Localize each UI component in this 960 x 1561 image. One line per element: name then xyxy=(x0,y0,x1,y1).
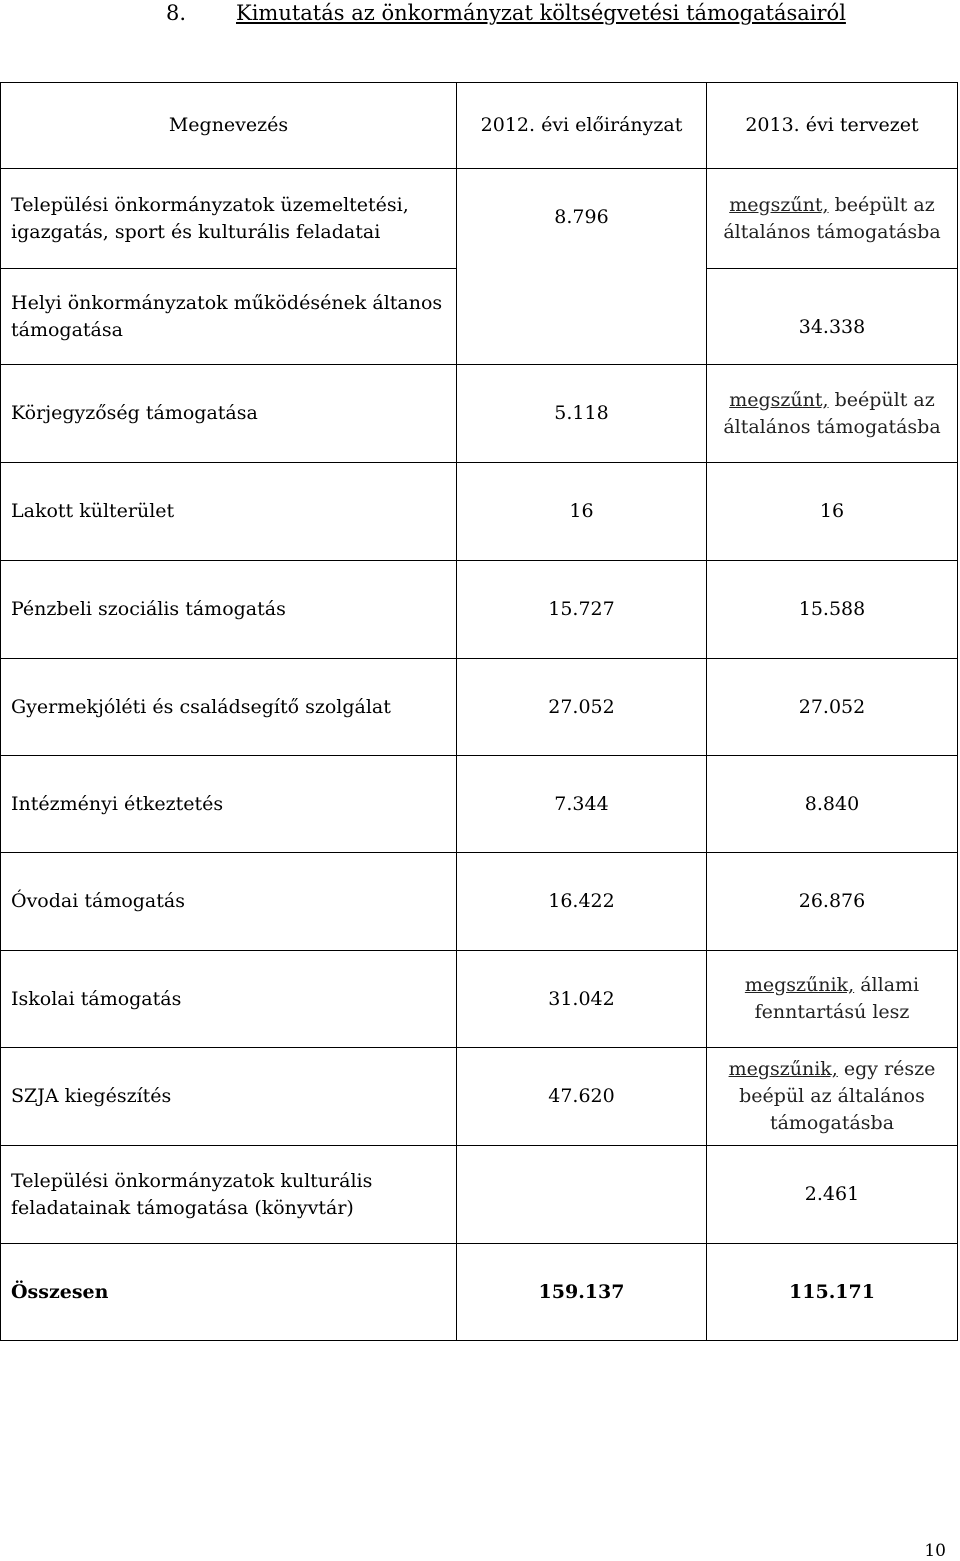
row-name: Óvodai támogatás xyxy=(1,853,457,951)
row-value-2012: 47.620 xyxy=(457,1048,707,1146)
row-note-2013: megszűnik, állami fenntartású lesz xyxy=(707,951,958,1048)
table-row xyxy=(1,951,958,1048)
section-title: Kimutatás az önkormányzat költségvetési támogatásairól xyxy=(236,1,846,25)
row-value-2012: 15.727 xyxy=(457,561,707,659)
row-value-2012: 7.344 xyxy=(457,756,707,853)
table-row xyxy=(1,365,958,463)
row-value-2013: 34.338 xyxy=(707,269,958,365)
row-name: Helyi önkormányzatok működésének áltanos támogatása xyxy=(1,269,457,365)
row-note-2013: megszűnt, beépült az általános támogatásba xyxy=(707,365,958,463)
row-name: Települési önkormányzatok kulturális feladatainak támogatása (könyvtár) xyxy=(1,1146,457,1244)
row-value-2013: 15.588 xyxy=(707,561,958,659)
row-name: SZJA kiegészítés xyxy=(1,1048,457,1146)
row-value-2012: 16.422 xyxy=(457,853,707,951)
row-note-2013: megszűnik, egy része beépül az általános támogatásba xyxy=(707,1048,958,1146)
table-row xyxy=(1,1146,958,1244)
section-heading xyxy=(166,0,846,26)
row-value-2012: 8.796 xyxy=(457,169,707,365)
total-2013: 115.171 xyxy=(707,1244,958,1341)
row-value-2012: 16 xyxy=(457,463,707,561)
row-value-2013: 2.461 xyxy=(707,1146,958,1244)
row-name: Lakott külterület xyxy=(1,463,457,561)
header-2012: 2012. évi előirányzat xyxy=(457,83,707,169)
total-row xyxy=(1,1244,958,1341)
table-row xyxy=(1,756,958,853)
table-row xyxy=(1,1048,958,1146)
row-name: Iskolai támogatás xyxy=(1,951,457,1048)
row-value-2013: 8.840 xyxy=(707,756,958,853)
header-2013: 2013. évi tervezet xyxy=(707,83,958,169)
row-value-2012: 31.042 xyxy=(457,951,707,1048)
row-value-2012: 5.118 xyxy=(457,365,707,463)
table-row xyxy=(1,561,958,659)
row-value-2012: 27.052 xyxy=(457,659,707,756)
row-name: Pénzbeli szociális támogatás xyxy=(1,561,457,659)
row-value-2013: 27.052 xyxy=(707,659,958,756)
header-name: Megnevezés xyxy=(1,83,457,169)
row-value-2013: 16 xyxy=(707,463,958,561)
total-2012: 159.137 xyxy=(457,1244,707,1341)
row-name: Gyermekjóléti és családsegítő szolgálat xyxy=(1,659,457,756)
support-table xyxy=(0,82,958,1341)
row-note-2013: megszűnt, beépült az általános támogatásba xyxy=(707,169,958,269)
row-name: Körjegyzőség támogatása xyxy=(1,365,457,463)
table-row xyxy=(1,659,958,756)
table-row xyxy=(1,853,958,951)
row-value-2012 xyxy=(457,1146,707,1244)
table-header-row xyxy=(1,83,958,169)
page-number: 10 xyxy=(924,1541,946,1561)
section-number: 8. xyxy=(166,1,187,25)
table-row xyxy=(1,463,958,561)
row-name: Települési önkormányzatok üzemeltetési, igazgatás, sport és kulturális feladatai xyxy=(1,169,457,269)
table-row xyxy=(1,169,958,269)
total-label: Összesen xyxy=(1,1244,457,1341)
row-value-2013: 26.876 xyxy=(707,853,958,951)
row-name: Intézményi étkeztetés xyxy=(1,756,457,853)
